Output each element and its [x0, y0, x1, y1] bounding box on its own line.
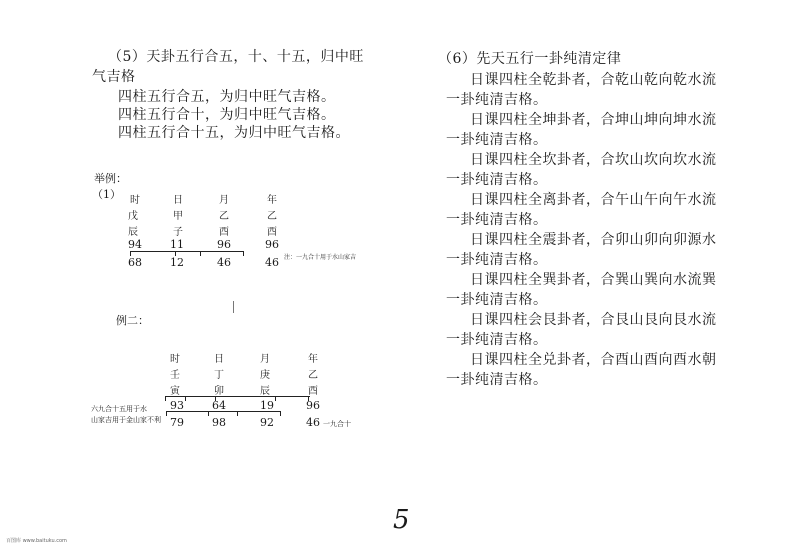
ex1-header-month: 月: [219, 195, 229, 206]
ex2-top-num: 96: [306, 399, 320, 412]
ex2-branch-year: 酉: [308, 386, 318, 397]
ex1-top-num: 96: [265, 238, 279, 251]
rule-line2: 一卦纯清吉格。: [446, 252, 548, 268]
ex2-top-num: 93: [170, 399, 184, 412]
ex1-note: 注：一九合十用于水山家吉: [284, 254, 357, 261]
page-number: 5: [393, 505, 410, 535]
ex2-bracket-tick: [237, 411, 238, 416]
ex1-branch-month: 酉: [219, 227, 229, 238]
rule-line1: 日课四柱全巽卦者，合巽山巽向水流巽: [470, 272, 717, 288]
ex2-branch-hour: 寅: [170, 386, 180, 397]
ex2-branch-day: 卯: [214, 386, 224, 397]
ex2-stem-hour: 壬: [170, 370, 180, 381]
ex2-header-month: 月: [260, 354, 270, 365]
example-1-number: （1）: [92, 188, 121, 201]
ex1-stem-day: 甲: [173, 211, 183, 222]
rule-line2: 一卦纯清吉格。: [446, 132, 548, 148]
rule-line1: 日课四柱全坎卦者，合坎山坎向坎水流: [470, 152, 717, 168]
ex2-branch-month: 辰: [260, 386, 270, 397]
ex1-stem-hour: 戊: [128, 211, 138, 222]
footer-watermark: 百图库 www.baituku.com: [6, 538, 67, 544]
ex1-branch-day: 子: [173, 227, 183, 238]
rule-line2: 一卦纯清吉格。: [446, 292, 548, 308]
rule-line2: 一卦纯清吉格。: [446, 172, 548, 188]
ex2-top-num: 64: [212, 399, 226, 412]
ex1-header-day: 日: [173, 195, 183, 206]
ex2-top-num: 19: [260, 399, 274, 412]
ex1-top-num: 94: [128, 238, 142, 251]
ex2-left-note: 山家吉用于金山家不利: [91, 416, 161, 424]
ex2-bracket-tick: [165, 396, 166, 401]
scan-mark: [233, 301, 234, 313]
ex2-left-note: 六九合十五用于水: [91, 405, 147, 413]
ex2-bottom-num: 46: [306, 416, 320, 429]
rule-line2: 一卦纯清吉格。: [446, 332, 548, 348]
rule-line1: 日课四柱会艮卦者，合艮山艮向艮水流: [470, 312, 717, 328]
ex1-bottom-num: 12: [170, 256, 184, 269]
example-1-label: 举例：: [94, 172, 127, 185]
section-5-heading-line1: （5）天卦五行合五，十、十五，归中旺: [108, 49, 364, 65]
section-6-heading: （6）先天五行一卦纯清定律: [438, 51, 622, 67]
ex2-stem-year: 乙: [308, 370, 318, 381]
rule-line2: 一卦纯清吉格。: [446, 212, 548, 228]
ex2-bottom-num: 92: [260, 416, 274, 429]
ex1-bottom-num: 46: [217, 256, 231, 269]
rule-line2: 一卦纯清吉格。: [446, 372, 548, 388]
ex2-bracket-tick: [166, 411, 167, 416]
ex2-stem-day: 丁: [214, 370, 224, 381]
ex1-bottom-num: 68: [128, 256, 142, 269]
ex2-bottom-num: 79: [170, 416, 184, 429]
ex1-branch-year: 酉: [267, 227, 277, 238]
ex2-bracket-tick: [185, 396, 186, 401]
ex1-top-num: 96: [217, 238, 231, 251]
ex1-bottom-num: 46: [265, 256, 279, 269]
section-5-item: 四柱五行合十五，为归中旺气吉格。: [118, 125, 350, 141]
ex2-bracket-top: [165, 396, 310, 397]
ex2-header-hour: 时: [170, 354, 180, 365]
ex1-bracket-line: [130, 251, 244, 252]
ex1-header-hour: 时: [130, 195, 140, 206]
section-5-heading-line2: 气吉格: [92, 69, 136, 85]
ex1-stem-year: 乙: [267, 211, 277, 222]
example-2-label: 例二：: [116, 314, 149, 327]
rule-line1: 日课四柱全震卦者，合卯山卯向卯源水: [470, 232, 717, 248]
ex2-bracket-tick: [275, 396, 276, 401]
ex1-bracket-tick: [243, 251, 244, 256]
rule-line1: 日课四柱全乾卦者，合乾山乾向乾水流: [470, 72, 717, 88]
section-5-item: 四柱五行合五，为归中旺气吉格。: [118, 89, 336, 105]
ex2-bracket-tick: [280, 411, 281, 416]
ex1-header-year: 年: [267, 195, 277, 206]
ex2-right-note: 一九合十: [323, 420, 351, 428]
ex1-bracket-tick: [200, 251, 201, 256]
ex1-stem-month: 乙: [219, 211, 229, 222]
ex2-bracket-bottom: [166, 411, 281, 412]
section-5-item: 四柱五行合十，为归中旺气吉格。: [118, 107, 336, 123]
ex2-stem-month: 庚: [260, 370, 270, 381]
rule-line1: 日课四柱全兑卦者，合酉山酉向酉水朝: [470, 352, 717, 368]
ex2-bottom-num: 98: [212, 416, 226, 429]
ex2-header-day: 日: [214, 354, 224, 365]
rule-line2: 一卦纯清吉格。: [446, 92, 548, 108]
rule-line1: 日课四柱全坤卦者，合坤山坤向坤水流: [470, 112, 717, 128]
ex2-header-year: 年: [308, 354, 318, 365]
rule-line1: 日课四柱全离卦者，合午山午向午水流: [470, 192, 717, 208]
ex1-branch-hour: 辰: [128, 227, 138, 238]
ex1-top-num: 11: [170, 238, 184, 251]
ex2-bracket-tick: [208, 411, 209, 416]
